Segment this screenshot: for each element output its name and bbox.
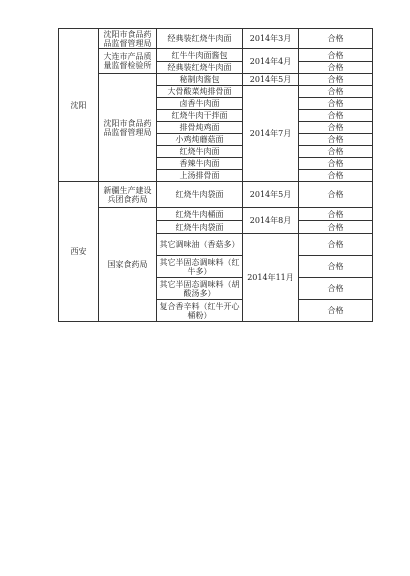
- table-row: [59, 208, 373, 221]
- product-cell: 红烧牛肉干拌面: [157, 110, 243, 122]
- product-cell: 红牛牛肉面酱包: [157, 49, 243, 62]
- result-cell: 合格: [299, 110, 373, 122]
- product-cell: 小鸡炖蘑菇面: [157, 134, 243, 146]
- result-cell: 合格: [299, 74, 373, 86]
- product-cell: 排骨炖鸡面: [157, 122, 243, 134]
- product-cell: 红烧牛肉袋面: [157, 221, 243, 234]
- result-cell: 合格: [299, 278, 373, 300]
- product-cell: 经典装红烧牛肉面: [157, 62, 243, 74]
- result-cell: 合格: [299, 98, 373, 110]
- result-cell: 合格: [299, 182, 373, 208]
- date-cell: 2014年11月: [243, 234, 299, 322]
- date-cell: 2014年4月: [243, 49, 299, 74]
- result-cell: 合格: [299, 221, 373, 234]
- result-cell: 合格: [299, 158, 373, 170]
- result-cell: 合格: [299, 300, 373, 322]
- org-cell: 沈阳市食品药品监督管理局: [99, 29, 157, 49]
- table-row: [59, 182, 373, 208]
- product-cell: 其它半固态调味料（胡酸汤多）: [157, 278, 243, 300]
- date-cell: 2014年8月: [243, 208, 299, 234]
- product-cell: 香辣牛肉面: [157, 158, 243, 170]
- org-cell: 新疆生产建设兵团食药局: [99, 182, 157, 208]
- product-cell: 红烧牛肉桶面: [157, 208, 243, 221]
- result-cell: 合格: [299, 134, 373, 146]
- result-cell: 合格: [299, 122, 373, 134]
- date-cell: 2014年7月: [243, 86, 299, 182]
- product-cell: 秘制肉酱包: [157, 74, 243, 86]
- result-cell: 合格: [299, 146, 373, 158]
- product-cell: 其它调味油（香菇多）: [157, 234, 243, 256]
- result-cell: 合格: [299, 86, 373, 98]
- product-cell: 红烧牛肉袋面: [157, 182, 243, 208]
- table-row: [59, 49, 373, 62]
- date-cell: 2014年3月: [243, 29, 299, 49]
- product-cell: 红烧牛肉面: [157, 146, 243, 158]
- table-row: [59, 74, 373, 86]
- result-cell: 合格: [299, 170, 373, 182]
- result-cell: 合格: [299, 256, 373, 278]
- city-cell: 西安: [59, 182, 99, 322]
- org-cell: 国家食药局: [99, 208, 157, 322]
- result-cell: 合格: [299, 234, 373, 256]
- city-cell: 沈阳: [59, 29, 99, 182]
- result-cell: 合格: [299, 208, 373, 221]
- product-cell: 大骨酸菜炖排骨面: [157, 86, 243, 98]
- inspection-table: [58, 28, 373, 322]
- product-cell: 复合香辛料（红牛开心桶粉）: [157, 300, 243, 322]
- org-cell: 沈阳市食品药品监督管理局: [99, 74, 157, 182]
- date-cell: 2014年5月: [243, 182, 299, 208]
- product-cell: 其它半固态调味料（红牛多）: [157, 256, 243, 278]
- product-cell: 经典装红烧牛肉面: [157, 29, 243, 49]
- result-cell: 合格: [299, 29, 373, 49]
- product-cell: 卤香牛肉面: [157, 98, 243, 110]
- org-cell: 大连市产品质量监督检验所: [99, 49, 157, 74]
- result-cell: 合格: [299, 62, 373, 74]
- product-cell: 上汤排骨面: [157, 170, 243, 182]
- table-row: [59, 29, 373, 49]
- date-cell: 2014年5月: [243, 74, 299, 86]
- result-cell: 合格: [299, 49, 373, 62]
